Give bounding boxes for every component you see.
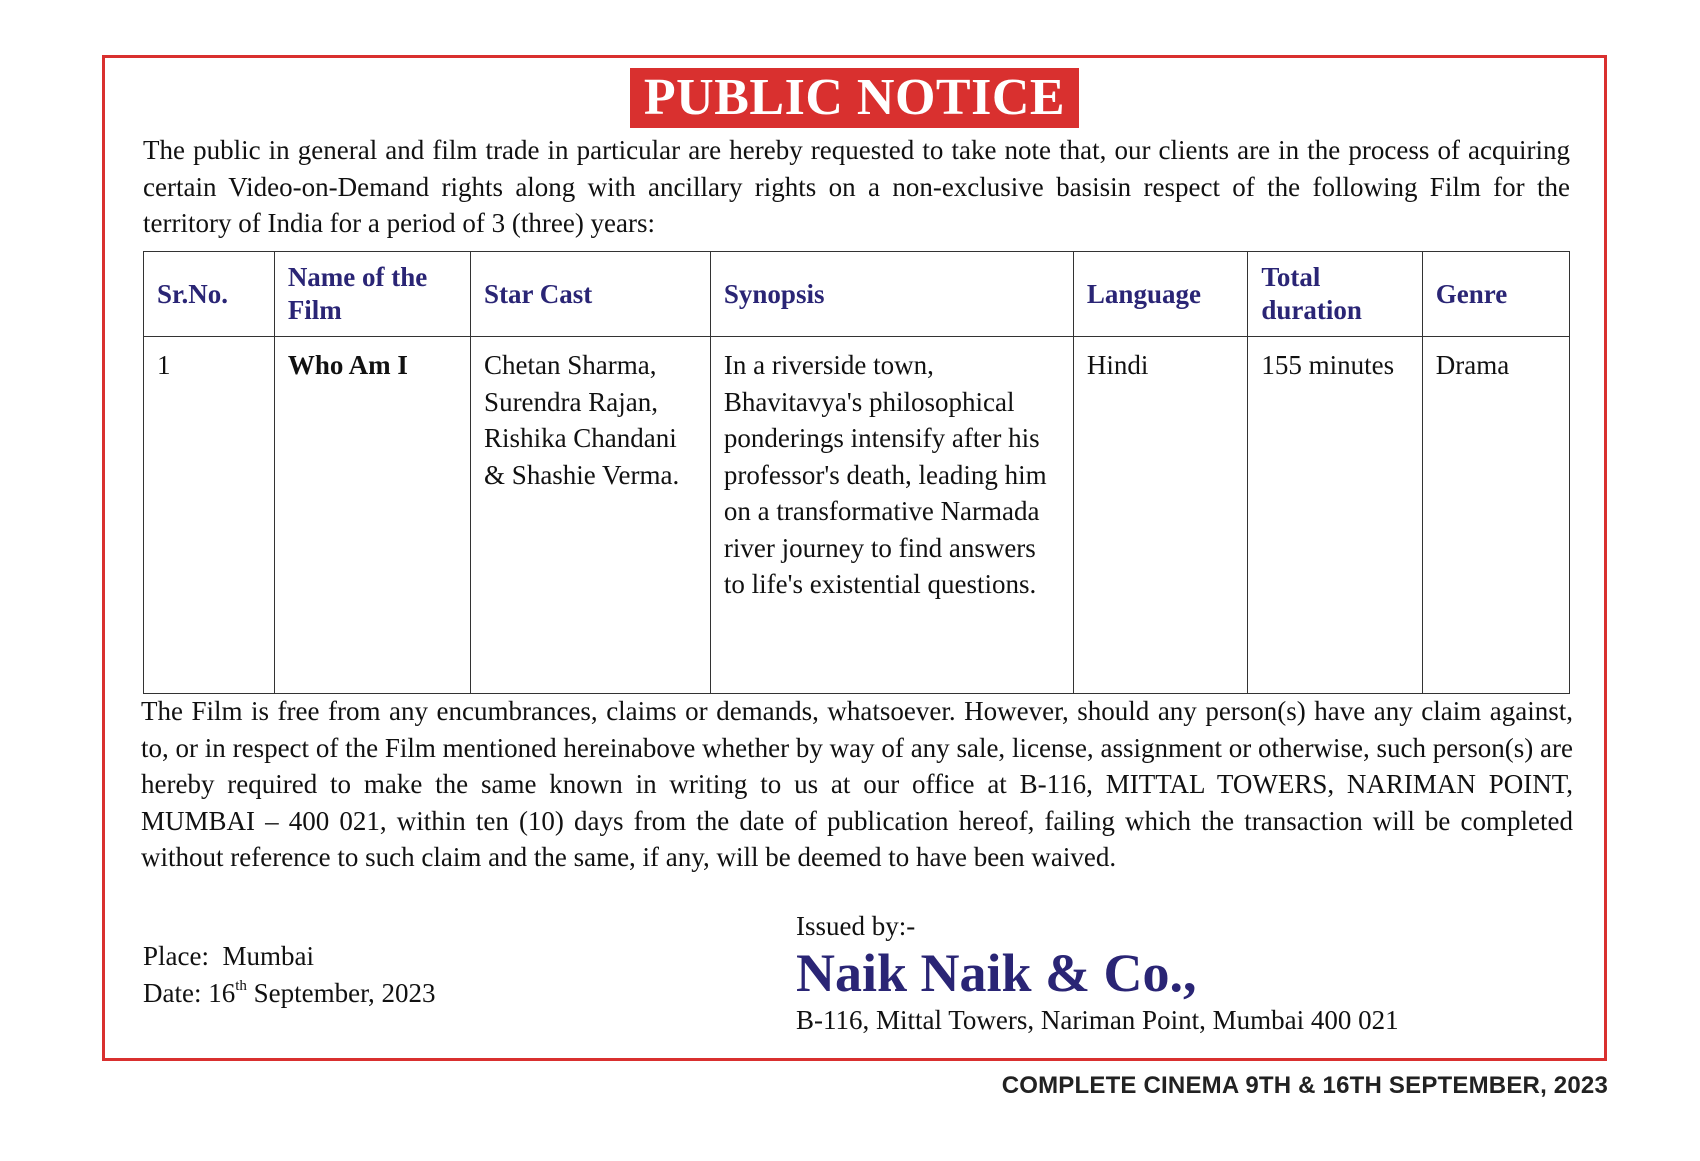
date-suffix: th: [235, 978, 247, 994]
table-header-row: [144, 252, 1570, 337]
header-language: Language: [1073, 252, 1247, 337]
firm-address: B-116, Mittal Towers, Nariman Point, Mumbai 400 021: [796, 1005, 1399, 1035]
cell-sr-no: 1: [144, 337, 275, 694]
publication-credit: COMPLETE CINEMA 9TH & 16TH SEPTEMBER, 2023: [1001, 1072, 1608, 1099]
firm-name: Naik Naik & Co.,: [796, 943, 1197, 1003]
place-value: Mumbai: [222, 941, 314, 971]
film-table: [143, 251, 1570, 694]
claims-paragraph: The Film is free from any encumbrances, claims or demands, whatsoever. However, should any person(s) have any claim against, to, or in respect of the Film mentioned hereinabove whether by way of any sale, license, assignment or otherwise, such person(s) are hereby required to make the same known in writing to us at our office at B-116, MITTAL TOWERS, NARIMAN POINT, MUMBAI – 400 021, within ten (10) days from the date of publication hereof, failing which the transaction will be completed without reference to such claim and the same, if any, will be deemed to have been waived.: [141, 696, 1573, 872]
date-line: [143, 975, 436, 1012]
table-row: [144, 337, 1570, 694]
date-rest: September, 2023: [253, 978, 436, 1008]
issuer-block: [796, 908, 1399, 1038]
place-date-block: [143, 938, 436, 1012]
notice-title: PUBLIC NOTICE: [630, 68, 1079, 128]
header-duration: Total duration: [1248, 252, 1422, 337]
cell-language: Hindi: [1073, 337, 1247, 694]
cell-film-name: Who Am I: [274, 337, 470, 694]
cell-star-cast: Chetan Sharma, Surendra Rajan, Rishika Chandani & Shashie Verma.: [471, 337, 711, 694]
header-sr-no: Sr.No.: [144, 252, 275, 337]
cell-synopsis: In a riverside town, Bhavitavya's philosophical ponderings intensify after his professor's death, leading him on a transformative Narmada river journey to find answers to life's existential questions.: [710, 337, 1073, 694]
header-film-name: Name of the Film: [274, 252, 470, 337]
issued-by-label: Issued by:-: [796, 911, 916, 941]
date-label: Date:: [143, 978, 202, 1008]
place-line: [143, 938, 436, 975]
intro-paragraph: The public in general and film trade in particular are hereby requested to take note that, our clients are in the process of acquiring certain Video-on-Demand rights along with ancillary rights on a non-exclusive basisin respect of the following Film for the territory of India for a period of 3 (three) years:: [143, 135, 1570, 238]
public-notice-frame: [102, 55, 1607, 1061]
cell-duration: 155 minutes: [1248, 337, 1422, 694]
place-label: Place:: [143, 941, 209, 971]
header-star-cast: Star Cast: [471, 252, 711, 337]
header-synopsis: Synopsis: [710, 252, 1073, 337]
header-genre: Genre: [1422, 252, 1569, 337]
date-day: 16: [208, 978, 236, 1008]
cell-genre: Drama: [1422, 337, 1569, 694]
